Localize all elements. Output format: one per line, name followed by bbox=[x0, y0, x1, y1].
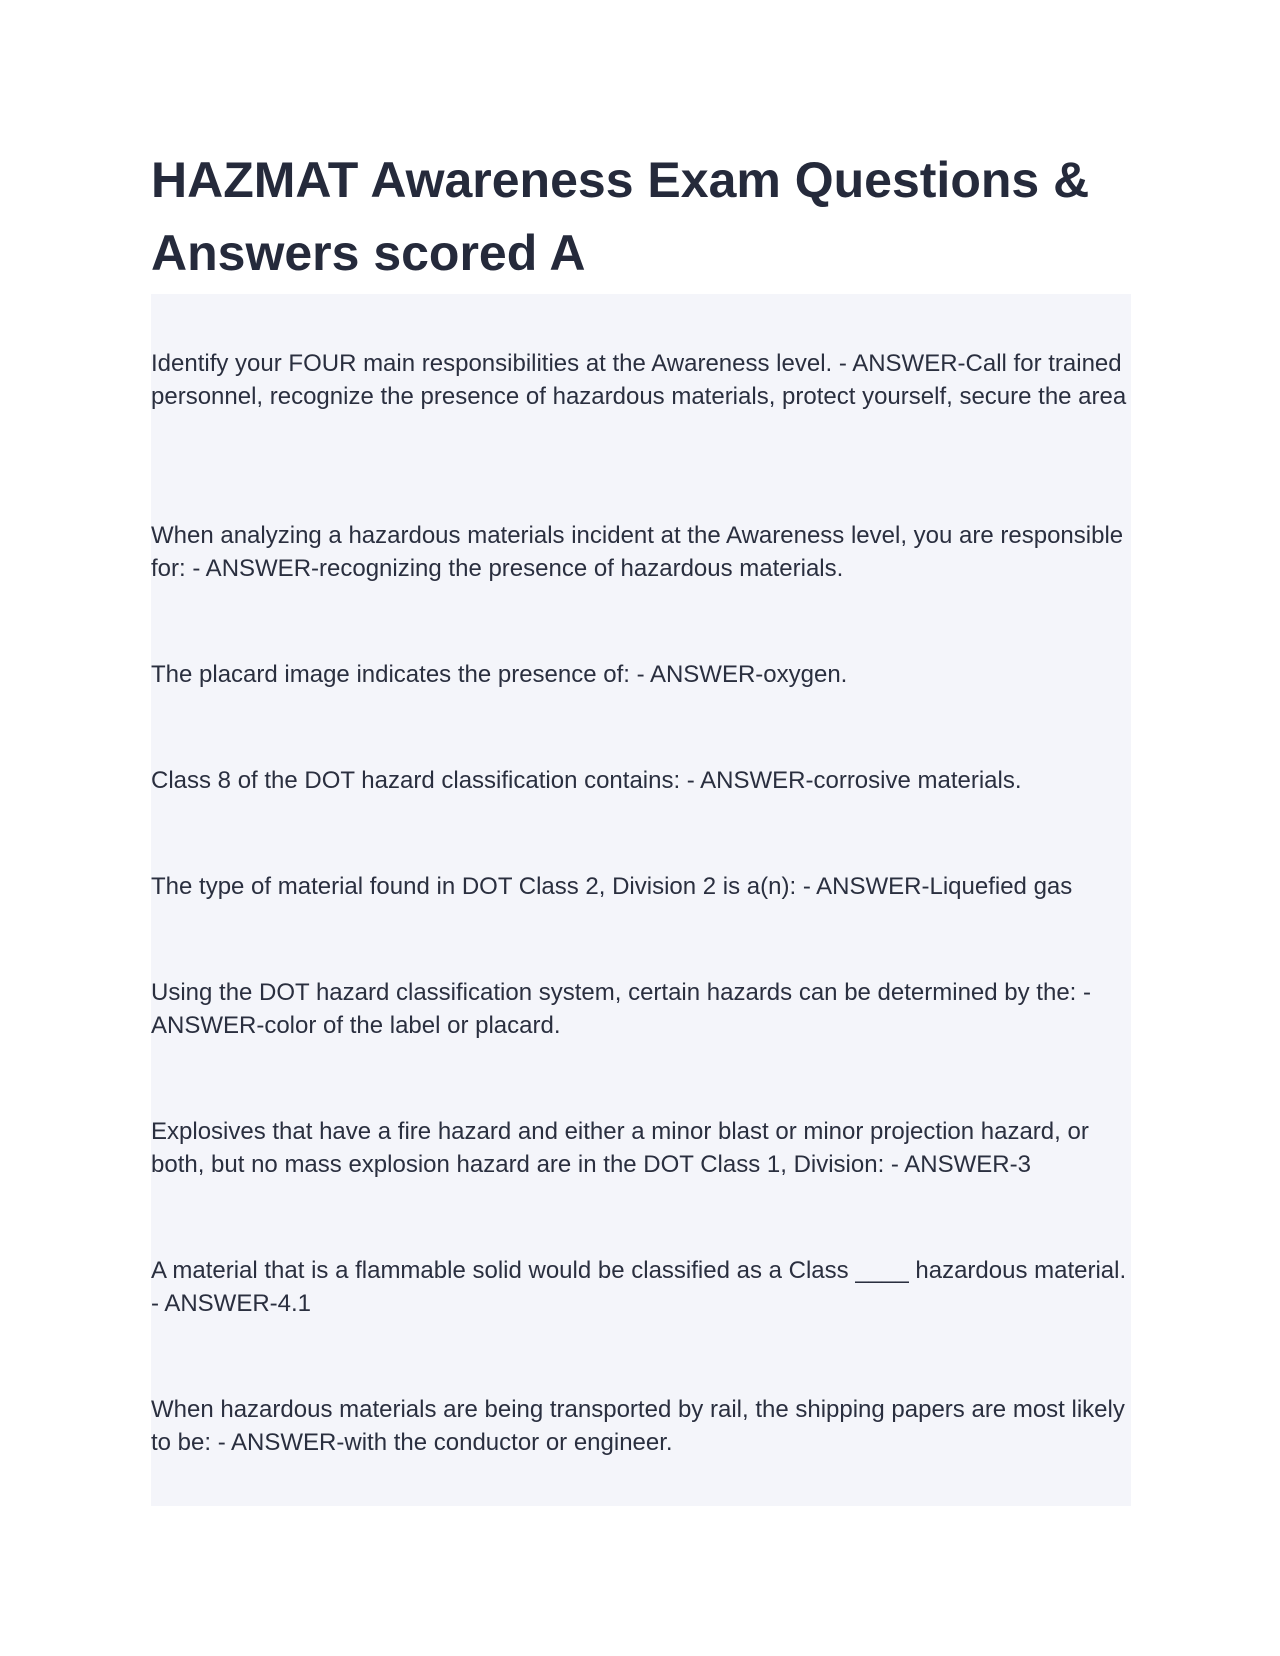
qa-item: A material that is a flammable solid would be classified as a Class ____ hazardous material. - ANSWER-4.1 bbox=[151, 1257, 1127, 1317]
document-title: HAZMAT Awareness Exam Questions & Answers scored A bbox=[151, 152, 1090, 281]
qa-item: Identify your FOUR main responsibilities at the Awareness level. - ANSWER-Call for trained personnel, recognize the presence of hazardous materials, protect yourself, secure the area bbox=[151, 350, 1127, 410]
qa-item: Explosives that have a fire hazard and either a minor blast or minor projection hazard, or both, but no mass explosion hazard are in the DOT Class 1, Division: - ANSWER-3 bbox=[151, 1118, 1089, 1178]
qa-item: When analyzing a hazardous materials incident at the Awareness level, you are responsible for: - ANSWER-recognizing the presence of hazardous materials. bbox=[151, 522, 1124, 582]
qa-item: When hazardous materials are being transported by rail, the shipping papers are most likely to be: - ANSWER-with the conductor or engineer. bbox=[151, 1396, 1125, 1456]
qa-panel bbox=[151, 294, 1131, 1506]
qa-item: Class 8 of the DOT hazard classification contains: - ANSWER-corrosive materials. bbox=[151, 767, 1022, 794]
qa-item: The type of material found in DOT Class 2, Division 2 is a(n): - ANSWER-Liquefied gas bbox=[151, 873, 1073, 900]
qa-item: The placard image indicates the presence of: - ANSWER-oxygen. bbox=[151, 661, 848, 688]
qa-item: Using the DOT hazard classification system, certain hazards can be determined by the: - ANSWER-color of the label or placard. bbox=[151, 979, 1091, 1039]
